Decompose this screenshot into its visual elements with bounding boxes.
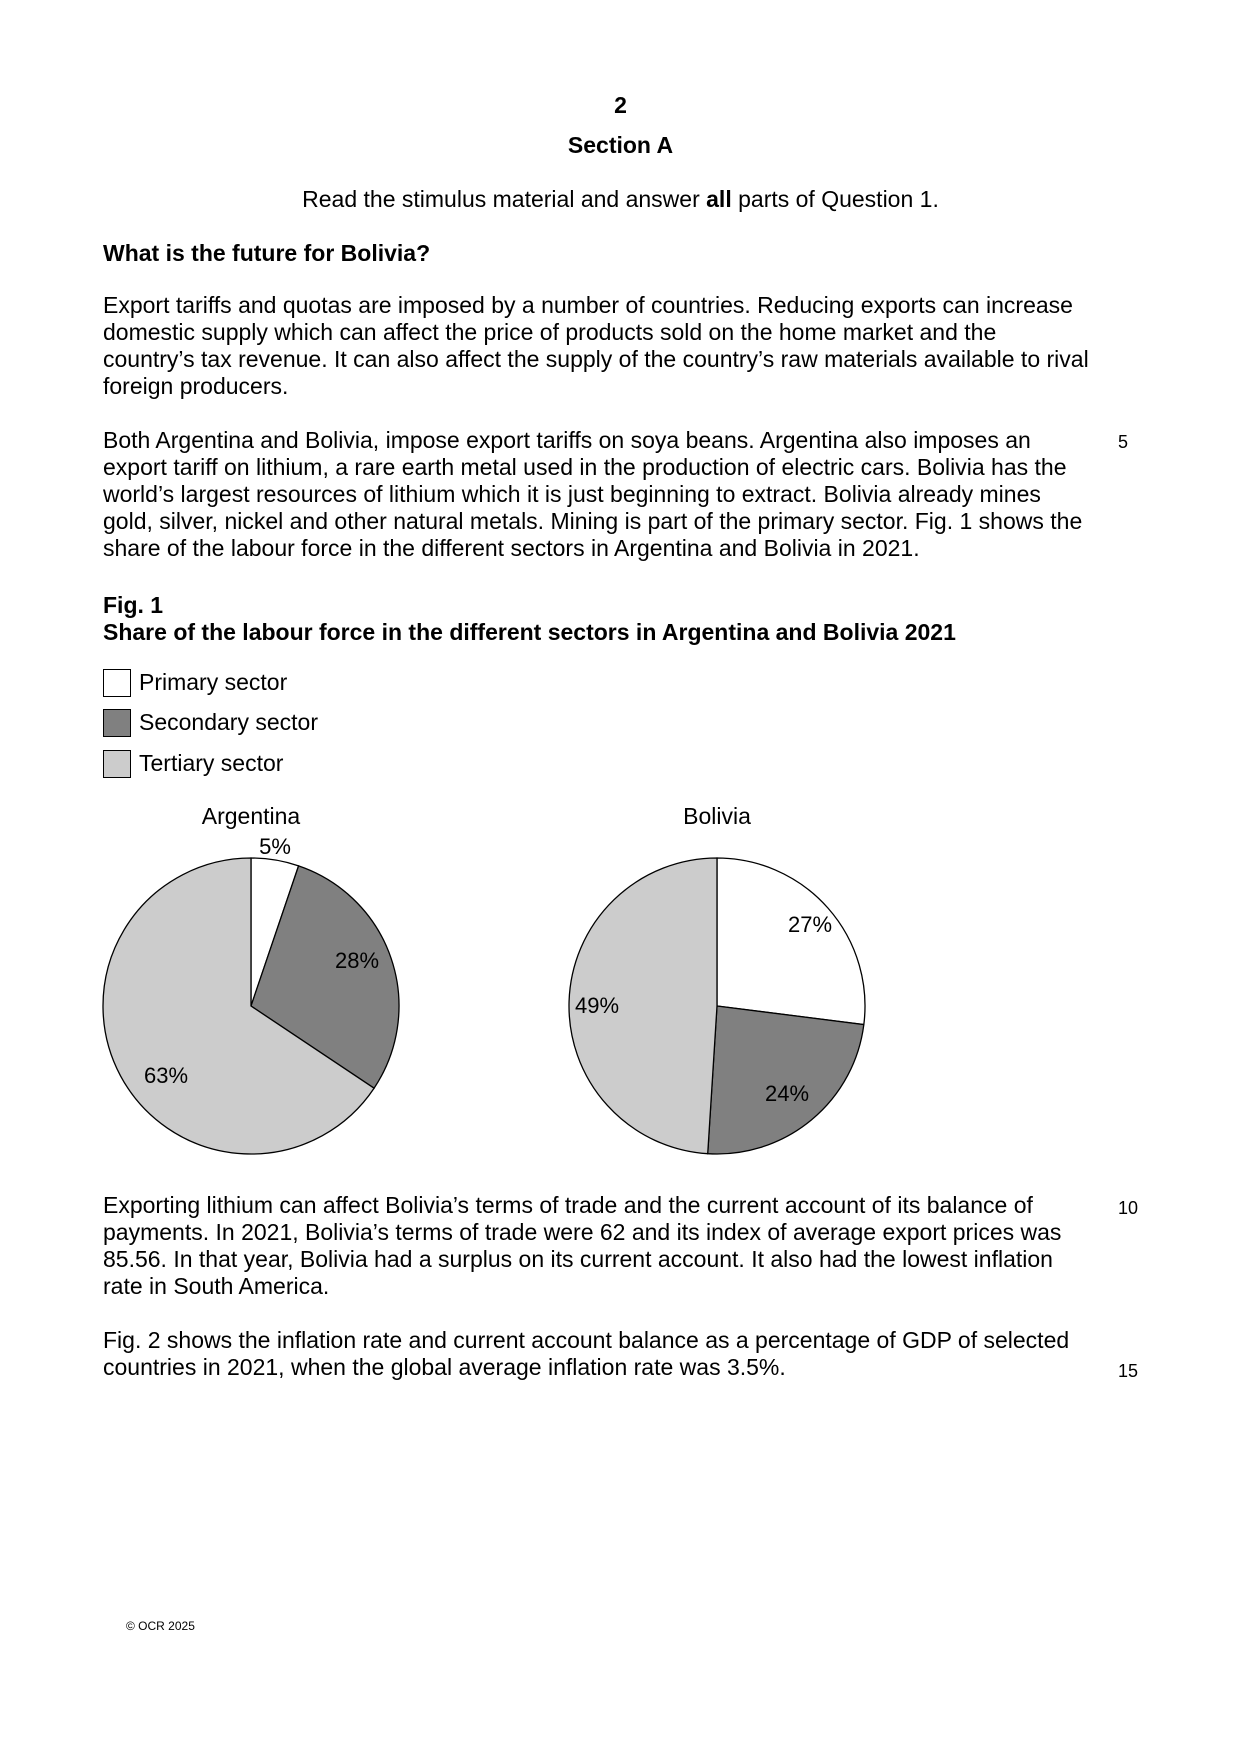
paragraph-line: export tariff on lithium, a rare earth metal used in the production of electric cars. Bolivia has the xyxy=(103,454,1067,480)
paragraph-line: Fig. 2 shows the inflation rate and current account balance as a percentage of GDP of selected xyxy=(103,1327,1070,1353)
line-number: 15 xyxy=(1118,1361,1139,1381)
paragraph-line: Exporting lithium can affect Bolivia’s terms of trade and the current account of its balance of xyxy=(103,1192,1033,1218)
instruction-after: parts of Question 1. xyxy=(731,186,939,212)
pie-slice-bolivia-primary xyxy=(717,858,865,1025)
pie-argentina xyxy=(103,834,399,1154)
line-number: 5 xyxy=(1118,432,1129,452)
chart-title-argentina: Argentina xyxy=(201,803,301,829)
legend-item-secondary xyxy=(103,708,318,737)
paragraph-line: 85.56. In that year, Bolivia had a surplus on its current account. It also had the lowest inflation xyxy=(103,1246,1053,1272)
pie-charts xyxy=(0,790,1241,1170)
legend-item-tertiary xyxy=(103,749,283,778)
pie-label-bolivia-secondary: 24% xyxy=(764,1081,810,1106)
legend-label: Secondary sector xyxy=(139,709,318,735)
line-number: 10 xyxy=(1118,1198,1139,1218)
paragraph-2 xyxy=(103,427,1103,562)
figure-title: Share of the labour force in the different sectors in Argentina and Bolivia 2021 xyxy=(103,619,956,645)
legend-swatch-primary xyxy=(103,669,131,697)
stimulus-heading: What is the future for Bolivia? xyxy=(103,240,431,266)
legend-label: Tertiary sector xyxy=(139,750,284,776)
paragraph-line: rate in South America. xyxy=(103,1273,330,1299)
paragraph-line: world’s largest resources of lithium which it is just beginning to extract. Bolivia already mines xyxy=(103,481,1041,507)
chart-title-bolivia: Bolivia xyxy=(683,803,751,829)
pie-label-argentina-secondary: 28% xyxy=(334,948,380,973)
paragraph-line: Both Argentina and Bolivia, impose export tariffs on soya beans. Argentina also imposes an xyxy=(103,427,1031,453)
pie-label-argentina-tertiary: 63% xyxy=(143,1063,189,1088)
legend-label: Primary sector xyxy=(139,669,288,695)
legend-swatch-tertiary xyxy=(103,750,131,778)
pie-label-argentina-primary: 5% xyxy=(259,834,291,859)
paragraph-line: countries in 2021, when the global average inflation rate was 3.5%. xyxy=(103,1354,786,1380)
section-title: Section A xyxy=(567,132,674,158)
instruction xyxy=(0,186,1241,213)
pie-label-bolivia-tertiary: 49% xyxy=(574,993,620,1018)
paragraph-line: Export tariffs and quotas are imposed by a number of countries. Reducing exports can increase xyxy=(103,292,1073,318)
paragraph-line: payments. In 2021, Bolivia’s terms of trade were 62 and its index of average export prices was xyxy=(103,1219,1062,1245)
pie-bolivia xyxy=(569,858,865,1154)
pie-slice-bolivia-secondary xyxy=(708,1006,864,1154)
page-number: 2 xyxy=(614,92,627,118)
paragraph-line: foreign producers. xyxy=(103,373,289,399)
paragraph-line: share of the labour force in the different sectors in Argentina and Bolivia in 2021. xyxy=(103,535,920,561)
paragraph-3 xyxy=(103,1192,1103,1300)
legend-swatch-secondary xyxy=(103,709,131,737)
instruction-bold: all xyxy=(706,186,732,212)
paragraph-4 xyxy=(103,1327,1103,1381)
paragraph-line: domestic supply which can affect the price of products sold on the home market and the xyxy=(103,319,997,345)
paragraph-line: gold, silver, nickel and other natural metals. Mining is part of the primary sector. Fig. 1 shows the xyxy=(103,508,1083,534)
pie-label-bolivia-primary: 27% xyxy=(787,912,833,937)
instruction-before: Read the stimulus material and answer xyxy=(302,186,707,212)
figure-label: Fig. 1 xyxy=(103,592,164,618)
copyright-footer: © OCR 2025 xyxy=(126,1619,195,1633)
legend-item-primary xyxy=(103,668,287,697)
paragraph-line: country’s tax revenue. It can also affect the supply of the country’s raw materials available to rival xyxy=(103,346,1089,372)
paragraph-1 xyxy=(103,292,1103,400)
